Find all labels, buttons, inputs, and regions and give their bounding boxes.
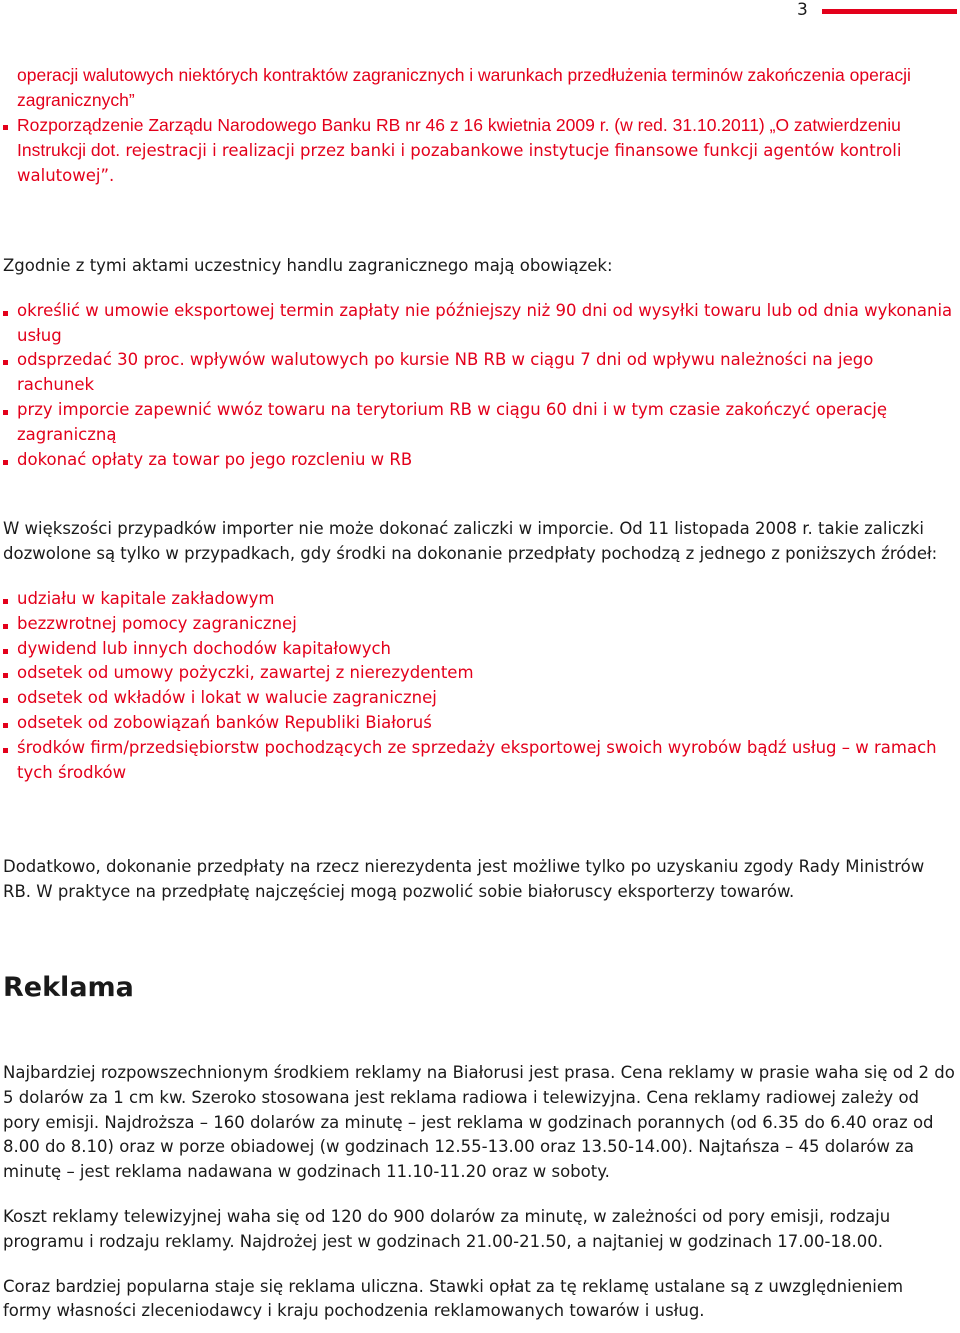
section-heading-reklama: Reklama	[3, 971, 134, 1003]
bullet-icon	[3, 125, 8, 130]
list-item	[3, 711, 955, 736]
list-item-text: przy imporcie zapewnić wwóz towaru na terytorium RB w ciągu 60 dni i w tym czasie zakończyć operację zagraniczną	[17, 399, 887, 444]
list-item-text: dywidend lub innych dochodów kapitałowych	[17, 638, 392, 658]
list-item	[3, 736, 955, 786]
advertising-paragraph-3: Coraz bardziej popularna staje się reklama uliczna. Stawki opłat za tę reklamę ustalane są z uwzględnieniem formy własności zleceniodawcy i kraju pochodzenia reklamowanych towarów i usług.	[3, 1276, 904, 1321]
bullet-icon	[3, 698, 8, 703]
advances-intro: W większości przypadków importer nie może dokonać zaliczki w imporcie. Od 11 listopada 2008 r. takie zaliczki dozwolone są tylko w przypadkach, gdy środki na dokonanie przedpłaty pochodzą z jednego z poniższych źródeł:	[3, 519, 938, 564]
list-item	[3, 448, 955, 473]
list-item	[3, 661, 955, 686]
list-item	[3, 348, 955, 398]
bullet-icon	[3, 311, 8, 316]
bullet-icon	[3, 360, 8, 365]
list-item	[3, 637, 955, 662]
bullet-icon	[3, 723, 8, 728]
list-item-text: odsetek od wkładów i lokat w walucie zagranicznej	[17, 688, 437, 708]
bullet-icon	[3, 460, 8, 465]
bullet-icon	[3, 599, 8, 604]
list-item-text: udziału w kapitale zakładowym	[17, 588, 275, 608]
bullet-icon	[3, 624, 8, 629]
list-item-text: środków firm/przedsiębiorstw pochodzących ze sprzedaży eksportowej swoich wyrobów bądź usług – w ramach tych środków	[17, 737, 937, 782]
list-item-text: odsprzedać 30 proc. wpływów walutowych po kursie NB RB w ciągu 7 dni od wpływu należności na jego rachunek	[17, 350, 874, 395]
document-body	[3, 63, 955, 1324]
page-number: 3	[797, 0, 808, 20]
list-item-text: określić w umowie eksportowej termin zapłaty nie późniejszy niż 90 dni od wysyłki towaru lub od dnia wykonania usług	[17, 300, 953, 345]
regulation-list	[3, 113, 955, 189]
bullet-icon	[3, 673, 8, 678]
list-item-text: odsetek od umowy pożyczki, zawartej z nierezydentem	[17, 663, 474, 683]
list-item-text: odsetek od zobowiązań banków Republiki Białoruś	[17, 712, 432, 732]
advances-sources-list	[3, 587, 955, 785]
list-continuation: operacji walutowych niektórych kontraktów zagranicznych i warunkach przedłużenia terminów zakończenia operacji zagranicznych”	[17, 65, 911, 110]
list-item	[3, 612, 955, 637]
list-item	[3, 587, 955, 612]
header-accent-bar	[822, 9, 957, 14]
advances-note: Dodatkowo, dokonanie przedpłaty na rzecz nierezydenta jest możliwe tylko po uzyskaniu zgody Rady Ministrów RB. W praktyce na przedpłatę najczęściej mogą pozwolić sobie białoruscy eksporterzy towarów.	[3, 857, 925, 902]
list-item	[3, 686, 955, 711]
bullet-icon	[3, 649, 8, 654]
list-item-text: bezzwrotnej pomocy zagranicznej	[17, 613, 297, 633]
advertising-paragraph-2: Koszt reklamy telewizyjnej waha się od 120 do 900 dolarów za minutę, w zależności od pory emisji, rodzaju programu i rodzaju reklamy. Najdrożej jest w godzinach 21.00-21.50, a najtaniej w godzinach 17.00-18.00.	[3, 1206, 891, 1251]
bullet-icon	[3, 748, 8, 753]
list-item-text-a: Rozporządzenie Zarządu Narodowego Banku RB nr 46 z 16 kwietnia 2009 r. (w red. 31.10.2011) „O zatwierdzeniu Instrukcji dot.	[17, 114, 901, 161]
bullet-icon	[3, 410, 8, 415]
obligations-list	[3, 299, 955, 473]
list-item	[3, 113, 955, 189]
obligations-intro: Zgodnie z tymi aktami uczestnicy handlu zagranicznego mają obowiązek:	[3, 255, 613, 275]
list-item	[3, 299, 955, 349]
list-item	[3, 398, 955, 448]
list-item-text-b: rejestracji i realizacji przez banki i pozabankowe instytucje finansowe funkcji agentów kontroli walutowej”.	[17, 141, 902, 186]
advertising-paragraph-1: Najbardziej rozpowszechnionym środkiem reklamy na Białorusi jest prasa. Cena reklamy w prasie waha się od 2 do 5 dolarów za 1 cm kw. Szeroko stosowana jest reklama radiowa i telewizyjna. Cena reklamy radiowej zależy od pory emisji. Najdroższa – 160 dolarów za minutę – jest reklama w godzinach porannych (od 6.35 do 6.40 oraz od 8.00 do 8.10) oraz w porze obiadowej (w godzinach 12.55-13.00 oraz 13.50-14.00). Najtańsza – 45 dolarów za minutę – jest reklama nadawana w godzinach 11.10-11.20 oraz w soboty.	[3, 1062, 955, 1182]
list-item-text: dokonać opłaty za towar po jego rozcleniu w RB	[17, 449, 413, 469]
